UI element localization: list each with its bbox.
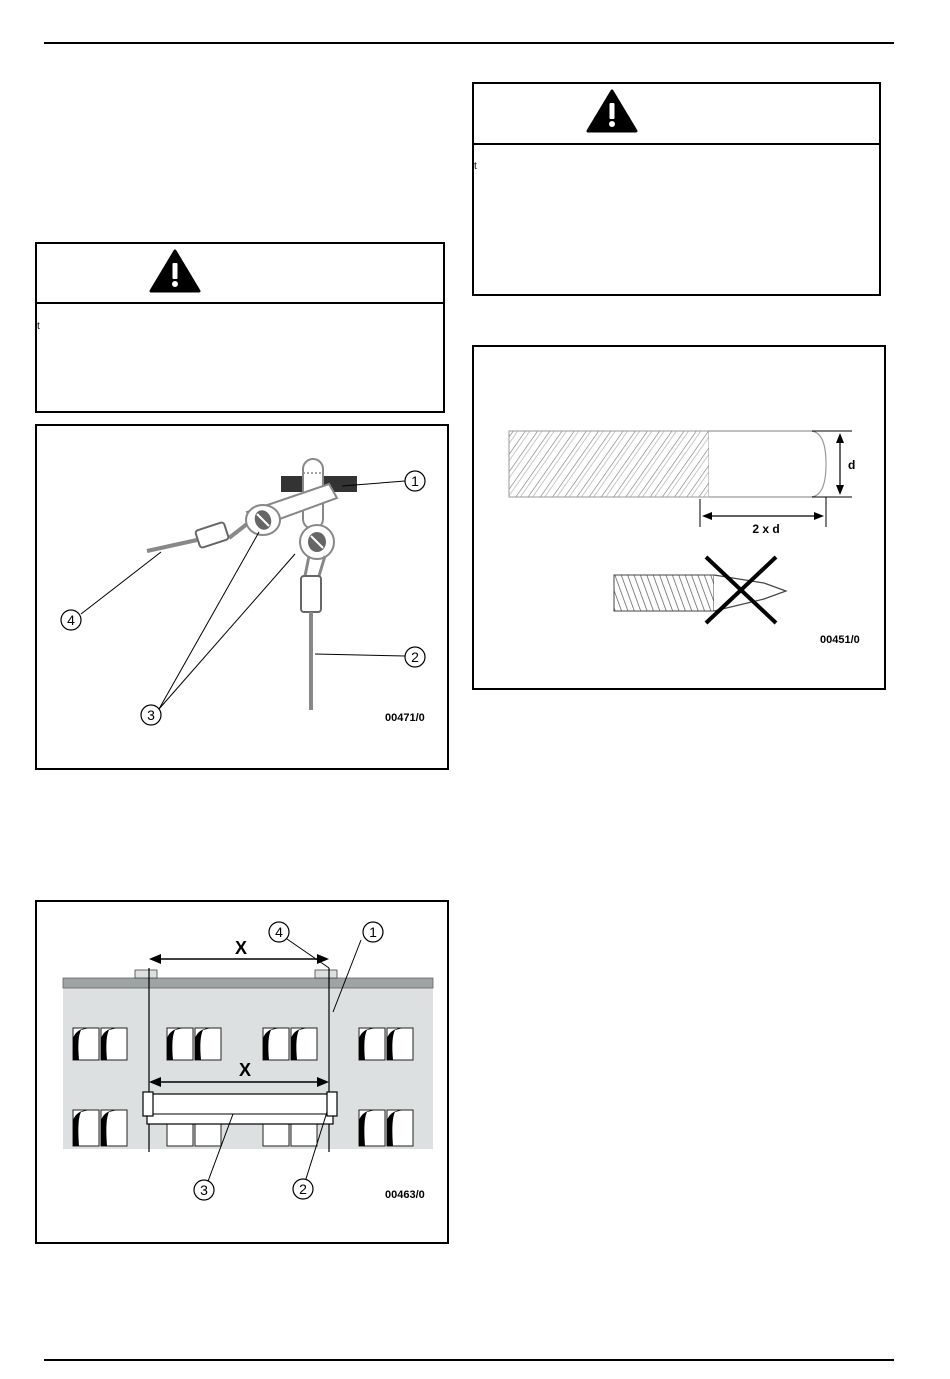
callout-1 (405, 471, 425, 491)
figure-code: 00451/0 (820, 634, 860, 646)
warning-triangle-icon (149, 248, 201, 294)
figure-code: 00471/0 (385, 712, 425, 724)
callout-4 (61, 610, 81, 630)
margin-mark: t (474, 161, 477, 172)
distance-label-bottom: X (238, 1060, 252, 1080)
roof-edge (63, 978, 433, 988)
dimension-d-label: d (848, 458, 856, 472)
rope-sleeve-left (195, 522, 229, 548)
platform (147, 1094, 333, 1124)
svg-text:4: 4 (275, 924, 283, 940)
rope-bad-strands (614, 575, 714, 611)
svg-text:2: 2 (299, 1181, 307, 1197)
hoist-left (143, 1092, 153, 1116)
rope-strands (509, 431, 709, 497)
figure-code: 00463/0 (385, 1189, 425, 1201)
header-rule (44, 42, 894, 44)
warning-header (37, 244, 443, 304)
callout-3 (194, 1180, 214, 1200)
svg-text:3: 3 (147, 707, 155, 723)
figure-rope-attachment (35, 424, 449, 770)
warning-header (474, 84, 879, 145)
callout-2 (405, 647, 425, 667)
figure-rope-end (472, 345, 886, 690)
warning-triangle-icon (586, 88, 638, 134)
distance-label-top: X (234, 938, 248, 958)
callout-4 (269, 922, 289, 942)
margin-mark: t (37, 321, 40, 332)
figure-building (35, 900, 449, 1244)
footer-rule (44, 1359, 894, 1361)
rope-left (147, 540, 197, 551)
callout-3 (141, 705, 161, 725)
dimension-2xd-label: 2 x d (752, 522, 780, 536)
svg-text:3: 3 (200, 1182, 208, 1198)
svg-text:1: 1 (369, 924, 377, 940)
svg-text:4: 4 (67, 612, 75, 628)
svg-text:2: 2 (411, 649, 419, 665)
svg-text:1: 1 (411, 473, 419, 489)
hoist-right (327, 1092, 337, 1116)
warning-box-left (35, 242, 445, 413)
rope-fused-end (709, 431, 826, 497)
warning-box-right (472, 82, 881, 296)
rope-sleeve-right (301, 576, 321, 612)
callout-1 (363, 922, 383, 942)
callout-2 (293, 1179, 313, 1199)
